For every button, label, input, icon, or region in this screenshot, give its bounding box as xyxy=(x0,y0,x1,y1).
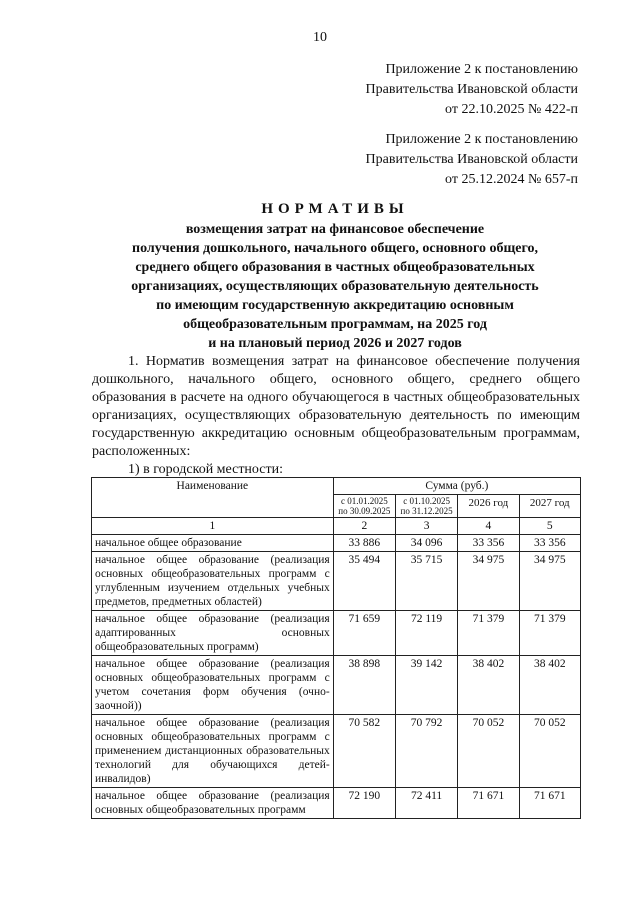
value-period-2: 35 715 xyxy=(395,552,457,611)
value-2027: 34 975 xyxy=(519,552,580,611)
appendix-line: Правительства Ивановской области xyxy=(365,82,578,97)
document-heading xyxy=(90,200,580,353)
header-year-2026: 2026 год xyxy=(458,495,519,518)
value-2026: 34 975 xyxy=(458,552,519,611)
value-period-2: 34 096 xyxy=(395,535,457,552)
value-period-2: 70 792 xyxy=(395,715,457,788)
row-name-cell: начальное общее образование (реализация основных общеобразовательных программ с применением дистанционных образовательных технологий для обучающихся детей-инвалидов) xyxy=(92,715,334,788)
heading-line: возмещения затрат на финансовое обеспечение xyxy=(185,222,485,237)
table-row xyxy=(92,656,581,715)
heading-line: среднего общего образования в частных общеобразовательных xyxy=(135,260,535,275)
value-2026: 71 671 xyxy=(458,788,519,819)
value-2027: 71 379 xyxy=(519,611,580,656)
heading-line: и на плановый период 2026 и 2027 годов xyxy=(208,336,462,351)
value-period-2: 72 119 xyxy=(395,611,457,656)
row-name-cell: начальное общее образование (реализация основных общеобразовательных программ с учетом сочетания форм обучения (очно-заочной)) xyxy=(92,656,334,715)
column-number: 4 xyxy=(458,518,519,535)
header-period-1: с 01.01.2025 по 30.09.2025 xyxy=(333,495,395,518)
heading-line: по имеющим государственную аккредитацию основным xyxy=(156,298,514,313)
document-title: НОРМАТИВЫ xyxy=(261,201,409,217)
appendix-line: от 22.10.2025 № 422-п xyxy=(445,102,578,117)
heading-line: общеобразовательным программам, на 2025 год xyxy=(183,317,487,332)
row-name-cell: начальное общее образование (реализация основных общеобразовательных программ с углубленным изучением отдельных учебных предметов, предметных областей) xyxy=(92,552,334,611)
table-row xyxy=(92,611,581,656)
value-2027: 71 671 xyxy=(519,788,580,819)
column-number: 3 xyxy=(395,518,457,535)
value-period-2: 72 411 xyxy=(395,788,457,819)
table-row xyxy=(92,535,581,552)
appendix-line: Приложение 2 к постановлению xyxy=(385,132,578,147)
row-name-cell: начальное общее образование (реализация адаптированных основных общеобразовательных программ) xyxy=(92,611,334,656)
value-period-1: 70 582 xyxy=(333,715,395,788)
value-period-1: 71 659 xyxy=(333,611,395,656)
value-2027: 38 402 xyxy=(519,656,580,715)
row-name-cell: начальное общее образование xyxy=(92,535,334,552)
table-row xyxy=(92,552,581,611)
appendix-line: от 25.12.2024 № 657-п xyxy=(445,172,578,187)
row-name-cell: начальное общее образование (реализация основных общеобразовательных программ xyxy=(92,788,334,819)
value-period-1: 35 494 xyxy=(333,552,395,611)
table-row xyxy=(92,715,581,788)
header-name: Наименование xyxy=(92,478,334,518)
table-row xyxy=(92,788,581,819)
header-period-2: с 01.10.2025 по 31.12.2025 xyxy=(395,495,457,518)
heading-line: получения дошкольного, начального общего, основного общего, xyxy=(132,241,538,256)
page-number: 10 xyxy=(313,30,327,45)
header-year-2027: 2027 год xyxy=(519,495,580,518)
appendix-previous xyxy=(366,130,578,190)
value-2027: 33 356 xyxy=(519,535,580,552)
value-2026: 71 379 xyxy=(458,611,519,656)
appendix-current xyxy=(366,60,578,120)
value-period-1: 72 190 xyxy=(333,788,395,819)
appendix-line: Приложение 2 к постановлению xyxy=(385,62,578,77)
header-sum: Сумма (руб.) xyxy=(333,478,580,495)
column-number: 1 xyxy=(92,518,334,535)
sub-label-urban: 1) в городской местности: xyxy=(128,462,283,477)
appendix-line: Правительства Ивановской области xyxy=(365,152,578,167)
column-number-row xyxy=(92,518,581,535)
value-period-2: 39 142 xyxy=(395,656,457,715)
value-period-1: 33 886 xyxy=(333,535,395,552)
value-2027: 70 052 xyxy=(519,715,580,788)
column-number: 5 xyxy=(519,518,580,535)
value-2026: 38 402 xyxy=(458,656,519,715)
value-2026: 33 356 xyxy=(458,535,519,552)
value-period-1: 38 898 xyxy=(333,656,395,715)
value-2026: 70 052 xyxy=(458,715,519,788)
paragraph-1: 1. Норматив возмещения затрат на финансовое обеспечение получения дошкольного, начального общего, основного общего, среднего общего образования в расчете на одного обучающегося в частных общеобразовательных организациях, осуществляющих образовательную деятельность по имеющим государственную аккредитацию основным общеобразовательным программам, расположенных: xyxy=(92,354,580,459)
norms-table xyxy=(91,477,581,819)
column-number: 2 xyxy=(333,518,395,535)
heading-line: организациях, осуществляющих образовательную деятельность xyxy=(131,279,539,294)
